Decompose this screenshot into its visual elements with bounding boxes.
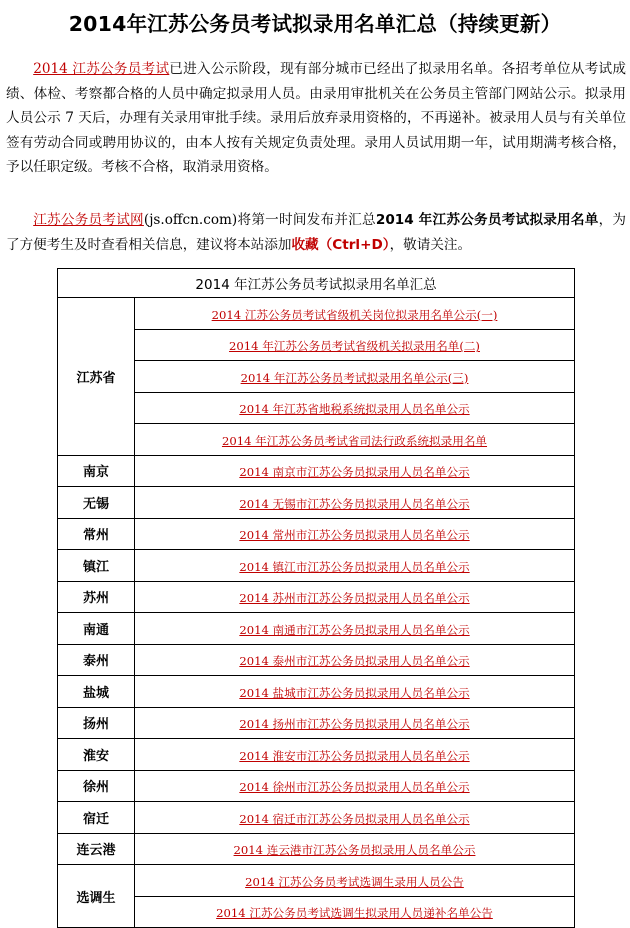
list-link[interactable]: 2014 江苏公务员考试选调生录用人员公告: [245, 874, 464, 889]
link-cell: [135, 865, 575, 897]
link-cell: [135, 329, 575, 361]
table-row: [58, 865, 575, 897]
region-cell: 选调生: [58, 865, 135, 928]
table-row: [58, 392, 575, 424]
link-cell: [135, 298, 575, 330]
link-cell: [135, 802, 575, 834]
favorite-shortcut: 收藏（Ctrl+D）: [291, 236, 390, 253]
link-cell: [135, 707, 575, 739]
table-row: [58, 361, 575, 393]
region-cell: 扬州: [58, 707, 135, 739]
region-cell: 苏州: [58, 581, 135, 613]
link-cell: [135, 518, 575, 550]
region-cell: 南京: [58, 455, 135, 487]
list-link[interactable]: 2014 年江苏公务员考试拟录用名单公示(三): [240, 370, 469, 385]
site-link[interactable]: 江苏公务员考试网: [33, 212, 144, 228]
table-row: [58, 770, 575, 802]
table-row: [58, 644, 575, 676]
table-row: [58, 833, 575, 865]
list-link[interactable]: 2014 镇江市江苏公务员拟录用人员名单公示: [239, 559, 470, 574]
notice-text-2: ，为了方便考生及时查看相关信息，建议将本站添加: [6, 212, 626, 253]
list-link[interactable]: 2014 扬州市江苏公务员拟录用人员名单公示: [239, 717, 470, 732]
table-row: [58, 455, 575, 487]
link-cell: [135, 676, 575, 708]
region-cell: 宿迁: [58, 802, 135, 834]
region-cell: 泰州: [58, 644, 135, 676]
region-cell: 无锡: [58, 487, 135, 519]
link-cell: [135, 487, 575, 519]
region-cell: 盐城: [58, 676, 135, 708]
table-row: [58, 518, 575, 550]
list-link[interactable]: 2014 连云港市江苏公务员拟录用人员名单公示: [233, 843, 476, 858]
list-link[interactable]: 2014 常州市江苏公务员拟录用人员名单公示: [239, 528, 470, 543]
notice-bold-text: 2014 年江苏公务员考试拟录用名单: [375, 212, 599, 228]
region-cell: 江苏省: [58, 298, 135, 456]
link-cell: [135, 770, 575, 802]
table-row: [58, 739, 575, 771]
table-row: [58, 329, 575, 361]
table-header: 2014 年江苏公务员考试拟录用名单汇总: [58, 269, 575, 298]
region-cell: 徐州: [58, 770, 135, 802]
table-row: [58, 487, 575, 519]
link-cell: [135, 739, 575, 771]
table-row: [58, 298, 575, 330]
list-link[interactable]: 2014 年江苏公务员考试省司法行政系统拟录用名单: [221, 433, 488, 448]
table-row: [58, 802, 575, 834]
link-cell: [135, 613, 575, 645]
region-cell: 连云港: [58, 833, 135, 865]
list-link[interactable]: 2014 宿迁市江苏公务员拟录用人员名单公示: [239, 811, 470, 826]
table-row: [58, 676, 575, 708]
list-link[interactable]: 2014 苏州市江苏公务员拟录用人员名单公示: [239, 591, 470, 606]
site-url-text: (js.offcn.com): [143, 212, 238, 228]
link-cell: [135, 896, 575, 928]
intro-exam-link[interactable]: 2014 江苏公务员考试: [33, 61, 170, 77]
region-cell: 淮安: [58, 739, 135, 771]
link-cell: [135, 392, 575, 424]
list-link[interactable]: 2014 淮安市江苏公务员拟录用人员名单公示: [239, 748, 470, 763]
list-link[interactable]: 2014 江苏公务员考试选调生拟录用人员递补名单公告: [216, 906, 493, 921]
notice-text-1: 将第一时间发布并汇总: [237, 212, 376, 228]
link-cell: [135, 424, 575, 456]
link-cell: [135, 550, 575, 582]
table-row: [58, 896, 575, 928]
list-link[interactable]: 2014 徐州市江苏公务员拟录用人员名单公示: [239, 780, 470, 795]
table-row: [58, 581, 575, 613]
table-row: [58, 707, 575, 739]
link-cell: [135, 833, 575, 865]
region-cell: 南通: [58, 613, 135, 645]
list-table: [57, 268, 575, 928]
list-link[interactable]: 2014 南通市江苏公务员拟录用人员名单公示: [239, 622, 470, 637]
table-row: [58, 424, 575, 456]
intro-text: 已进入公示阶段，现有部分城市已经出了拟录用名单。各招考单位从考试成绩、体检、考察都合格的人员中确定拟录用人员。由录用审批机关在公务员主管部门网站公示。拟录用人员公示 7 天后，办理有关录用审批手续。录用后放弃录用资格的，不再递补。被录用人员与有关单位签有劳动合同或聘用协议的，由本人按有关规定负责处理。录用人员试用期一年，试用期满考核合格，予以任职定级。考核不合格，取消录用资格。: [6, 61, 627, 176]
list-link[interactable]: 2014 年江苏公务员考试省级机关拟录用名单(二): [229, 339, 480, 354]
notice-text-3: ，敬请关注。: [389, 236, 472, 253]
list-link[interactable]: 2014 泰州市江苏公务员拟录用人员名单公示: [239, 654, 470, 669]
list-link[interactable]: 2014 南京市江苏公务员拟录用人员名单公示: [239, 465, 470, 480]
page-title: 2014年江苏公务员考试拟录用名单汇总（持续更新）: [68, 12, 562, 36]
notice-paragraph: [6, 208, 626, 257]
link-cell: [135, 361, 575, 393]
region-cell: 镇江: [58, 550, 135, 582]
list-link[interactable]: 2014 盐城市江苏公务员拟录用人员名单公示: [239, 685, 470, 700]
table-row: [58, 550, 575, 582]
list-link[interactable]: 2014 江苏公务员考试省级机关岗位拟录用名单公示(一): [211, 307, 498, 322]
link-cell: [135, 455, 575, 487]
table-row: [58, 613, 575, 645]
region-cell: 常州: [58, 518, 135, 550]
intro-paragraph: [6, 57, 626, 180]
list-link[interactable]: 2014 年江苏省地税系统拟录用人员名单公示: [239, 402, 470, 417]
table-header-row: [58, 269, 575, 298]
link-cell: [135, 581, 575, 613]
list-link[interactable]: 2014 无锡市江苏公务员拟录用人员名单公示: [239, 496, 470, 511]
link-cell: [135, 644, 575, 676]
